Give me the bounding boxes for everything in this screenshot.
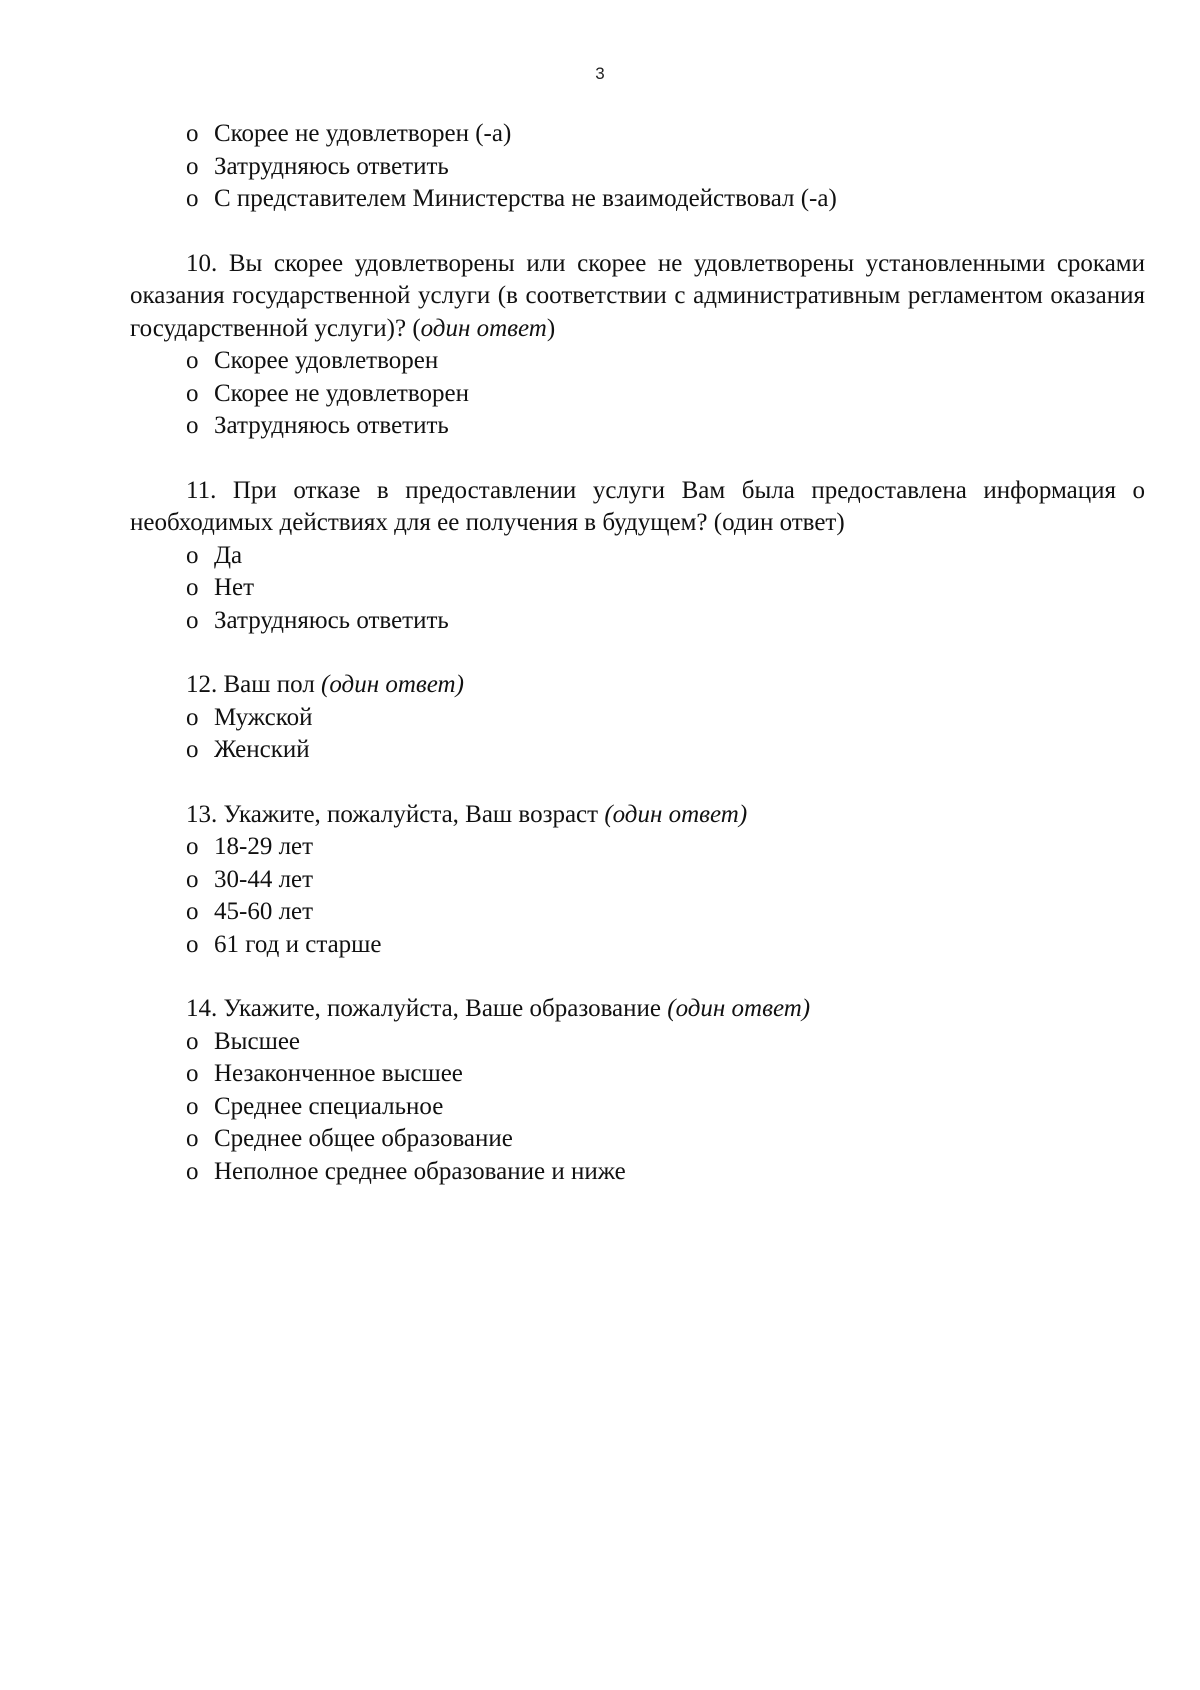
option-label: Высшее	[214, 1027, 301, 1055]
option-label: Незаконченное высшее	[214, 1060, 463, 1087]
question-text: 12. Ваш пол	[186, 671, 322, 698]
option-item	[130, 410, 1145, 443]
option-label: 18-29 лет	[214, 833, 314, 860]
question-title	[130, 248, 1145, 346]
continued-options-list	[130, 118, 1145, 216]
option-label: Да	[214, 541, 243, 569]
question-text: 11. При отказе в предоставлении услуги Вам была предоставлена информация о необходимых действиях для ее получения в будущем? (один ответ)	[130, 476, 1145, 536]
option-label: Среднее общее образование	[214, 1125, 513, 1152]
option-item	[130, 1156, 1145, 1189]
option-item	[130, 151, 1145, 184]
bullet-icon: o	[186, 606, 199, 634]
option-label: Женский	[214, 736, 310, 763]
option-item	[130, 929, 1145, 962]
bullet-icon: o	[186, 1060, 199, 1087]
bullet-icon: o	[186, 898, 199, 925]
option-label: Мужской	[214, 703, 313, 731]
option-item	[130, 540, 1145, 573]
option-label: Скорее не удовлетворен	[214, 379, 469, 407]
option-item	[130, 572, 1145, 605]
bullet-icon: o	[186, 1157, 199, 1185]
option-label: Затрудняюсь ответить	[214, 412, 449, 439]
answer-note: (один ответ)	[604, 800, 748, 828]
question-title	[130, 993, 1145, 1026]
bullet-icon: o	[186, 703, 199, 731]
bullet-icon: o	[186, 865, 199, 893]
bullet-icon: o	[186, 185, 199, 212]
question-title	[130, 799, 1145, 832]
option-label: Нет	[214, 574, 255, 601]
bullet-icon: o	[186, 120, 199, 147]
bullet-icon: o	[186, 930, 199, 958]
bullet-icon: o	[186, 1125, 199, 1152]
answer-note: (один ответ)	[667, 995, 811, 1022]
note-paren: (	[412, 314, 421, 342]
bullet-icon: o	[186, 1092, 199, 1120]
option-label: Затрудняюсь ответить	[214, 152, 449, 180]
bullet-icon: o	[186, 574, 199, 601]
answer-note: один ответ	[420, 314, 547, 342]
option-label: 30-44 лет	[214, 865, 314, 893]
bullet-icon: o	[186, 541, 199, 569]
question-13	[130, 799, 1145, 962]
answer-note: (один ответ)	[321, 671, 464, 698]
option-item	[130, 831, 1145, 864]
option-item	[130, 378, 1145, 411]
question-title	[130, 475, 1145, 540]
option-label: Неполное среднее образование и ниже	[214, 1157, 626, 1185]
option-item	[130, 1026, 1145, 1059]
question-11	[130, 475, 1145, 638]
option-label: С представителем Министерства не взаимодействовал (-а)	[214, 185, 837, 212]
bullet-icon: o	[186, 833, 199, 860]
option-item	[130, 183, 1145, 216]
option-label: 61 год и старше	[214, 930, 382, 958]
option-item	[130, 1123, 1145, 1156]
question-10	[130, 248, 1145, 443]
option-label: 45-60 лет	[214, 898, 314, 925]
page-number: 3	[595, 64, 605, 83]
option-item	[130, 1091, 1145, 1124]
note-paren: )	[546, 314, 556, 342]
option-item	[130, 1058, 1145, 1091]
question-text: 14. Укажите, пожалуйста, Ваше образование	[186, 995, 668, 1022]
question-text: 10. Вы скорее удовлетворены или скорее не удовлетворены установленными сроками оказания государственной услуги (в соответствии с административным регламентом оказания государственной услуги)?	[130, 249, 1145, 342]
option-item	[130, 605, 1145, 638]
bullet-icon: o	[186, 736, 199, 763]
question-12	[130, 669, 1145, 767]
bullet-icon: o	[186, 152, 199, 180]
bullet-icon: o	[186, 347, 199, 374]
bullet-icon: o	[186, 412, 199, 439]
option-label: Скорее не удовлетворен (-а)	[214, 120, 512, 147]
option-item	[130, 118, 1145, 151]
option-item	[130, 896, 1145, 929]
option-item	[130, 702, 1145, 735]
question-text: 13. Укажите, пожалуйста, Ваш возраст	[186, 800, 605, 828]
option-item	[130, 734, 1145, 767]
bullet-icon: o	[186, 1027, 199, 1055]
option-label: Затрудняюсь ответить	[214, 606, 449, 634]
question-title	[130, 669, 1145, 702]
document-body	[130, 118, 1145, 1188]
option-label: Среднее специальное	[214, 1092, 444, 1120]
bullet-icon: o	[186, 379, 199, 407]
option-item	[130, 345, 1145, 378]
option-label: Скорее удовлетворен	[214, 347, 439, 374]
question-14	[130, 993, 1145, 1188]
option-item	[130, 864, 1145, 897]
